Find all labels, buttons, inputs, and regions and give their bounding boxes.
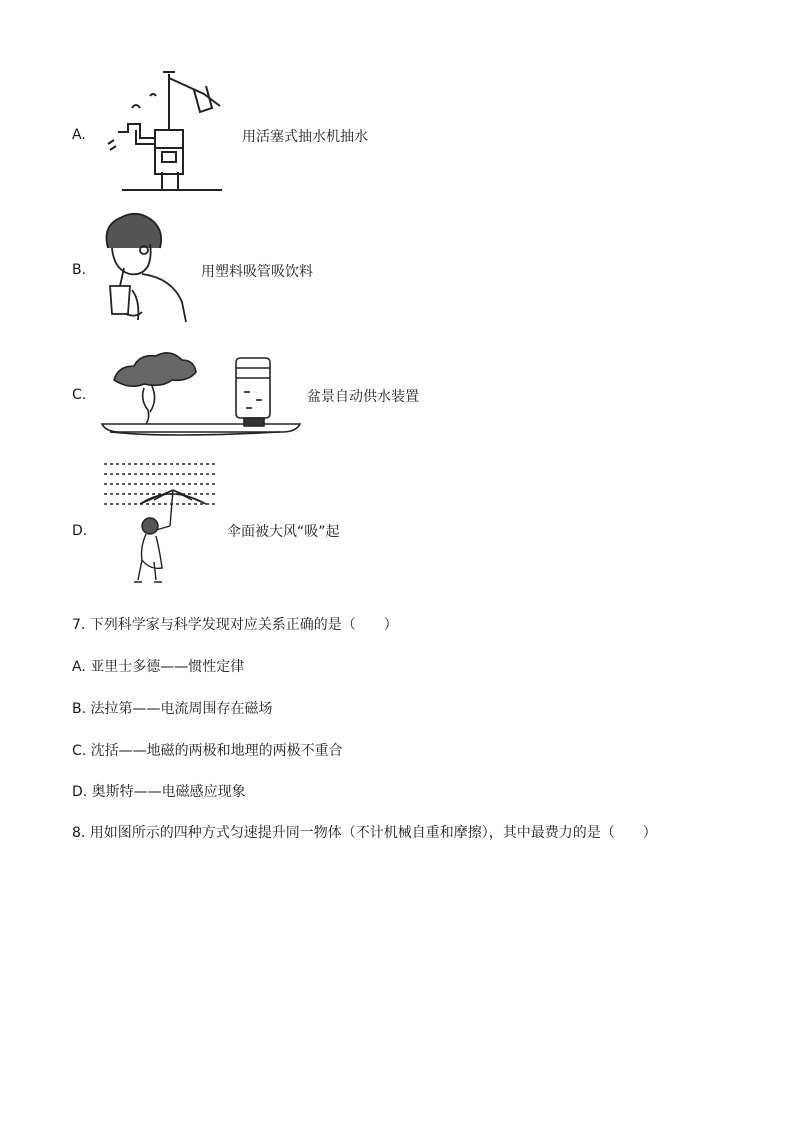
option-c-letter: C. — [72, 387, 87, 403]
option-a-letter: A. — [72, 127, 86, 143]
option-a-caption: 用活塞式抽水机抽水 — [242, 129, 368, 145]
option-c-caption: 盆景自动供水装置 — [307, 389, 419, 405]
option-b-letter: B. — [72, 262, 87, 278]
umbrella-wind-icon — [104, 460, 219, 595]
question-7-stem: 7. 下列科学家与科学发现对应关系正确的是（ ） — [72, 617, 398, 633]
question-7-option-d: D. 奥斯特——电磁感应现象 — [72, 784, 246, 800]
option-d-caption: 伞面被大风“吸”起 — [227, 524, 340, 540]
question-7-option-a: A. 亚里士多德——惯性定律 — [72, 659, 245, 675]
question-7-option-c: C. 沈括——地磁的两极和地理的两极不重合 — [72, 743, 343, 759]
bonsai-water-supply-icon — [100, 348, 305, 440]
question-8-stem: 8. 用如图所示的四种方式匀速提升同一物体（不计机械自重和摩擦），其中最费力的是（ ） — [72, 825, 657, 841]
option-d-letter: D. — [72, 523, 88, 539]
option-b-caption: 用塑料吸管吸饮料 — [201, 264, 313, 280]
question-7-option-b: B. 法拉第——电流周围存在磁场 — [72, 701, 273, 717]
child-drinking-straw-icon — [102, 210, 192, 325]
piston-pump-icon — [100, 68, 230, 200]
